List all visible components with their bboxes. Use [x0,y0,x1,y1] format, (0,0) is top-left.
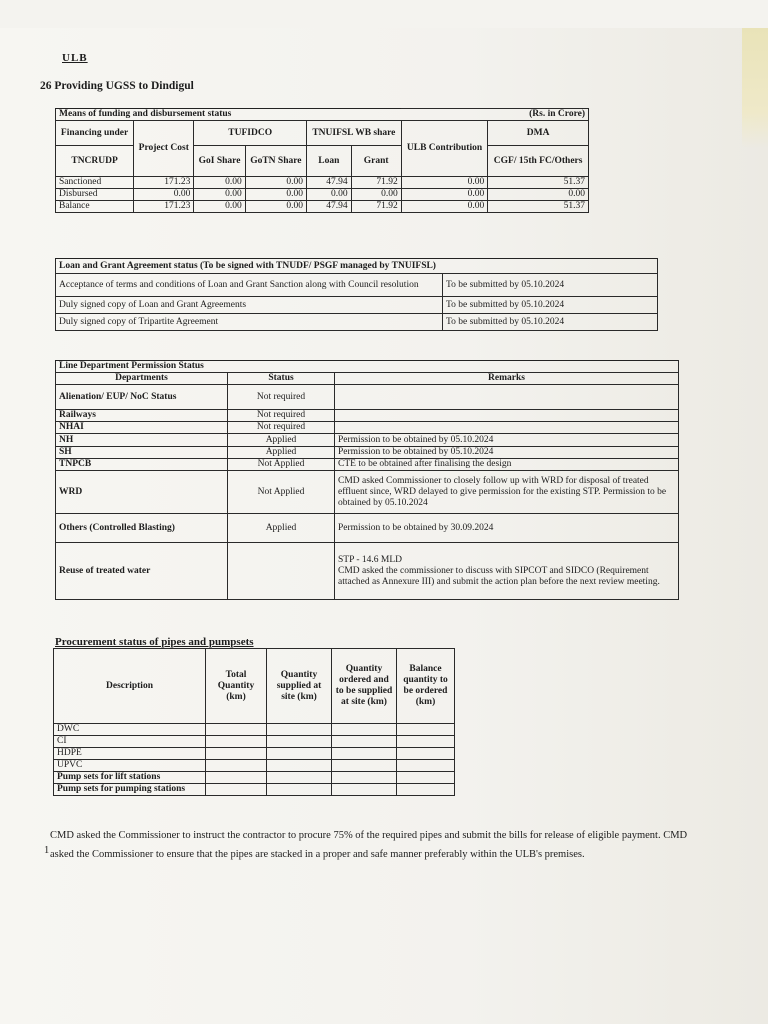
permission-remarks: CMD asked Commissioner to closely follow up with WRD for disposal of treated effluent since, WRD delayed to give permission for the existing STP. Permission to be obtained by 05.10.2024 [335,471,679,514]
cell-value: 0.00 [245,201,306,213]
section-heading: 26 Providing UGSS to Dindigul [40,80,194,92]
table-row [56,514,679,543]
table-row [54,760,455,772]
row-label: Disbursed [56,189,134,201]
cgf-header: CGF/ 15th FC/Others [488,146,589,177]
permission-status [228,543,335,600]
item-name: HDPE [54,748,206,760]
department-name: Reuse of treated water [56,543,228,600]
table-row [56,422,679,434]
project-cost-header: Project Cost [134,121,194,177]
permission-remarks [335,385,679,410]
department-name: Alienation/ EUP/ NoC Status [56,385,228,410]
permission-remarks: Permission to be obtained by 30.09.2024 [335,514,679,543]
cell-value: 0.00 [194,177,245,189]
cell-value: 0.00 [245,189,306,201]
table-row [56,189,589,201]
table-row [56,177,589,189]
loan-header: Loan [307,146,352,177]
agreement-status: To be submitted by 05.10.2024 [443,297,658,314]
cell-value: 0.00 [401,189,488,201]
financing-under-header: Financing under [56,121,134,146]
table-row [56,434,679,447]
ulb-label: ULB [62,52,88,64]
cell-value: 71.92 [351,201,401,213]
permission-status: Not required [228,422,335,434]
cell-value: 0.00 [351,189,401,201]
permission-remarks [335,422,679,434]
cell-value: 171.23 [134,177,194,189]
department-name: Others (Controlled Blasting) [56,514,228,543]
permission-caption: Line Department Permission Status [56,361,679,373]
department-name: NHAI [56,422,228,434]
item-name: DWC [54,724,206,736]
item-name: UPVC [54,760,206,772]
remarks-title: STP - 14.6 MLD [338,554,403,565]
permission-remarks [335,410,679,422]
grant-header: Grant [351,146,401,177]
cell-value: 0.00 [401,201,488,213]
permission-status: Not required [228,410,335,422]
table-row [56,314,658,331]
funding-table [55,108,589,213]
table-row [56,410,679,422]
agreement-status: To be submitted by 05.10.2024 [443,274,658,297]
table-row [56,471,679,514]
page-edge-shadow [742,28,768,148]
review-note: CMD asked the Commissioner to instruct the contractor to procure 75% of the required pipes and submit the bills for release of eligible payment. CMD asked the Commissioner to ensure that the pipes are stacked in a proper and safe manner preferably within the ULB's premises. [50,830,688,860]
departments-header: Departments [56,373,228,385]
cell-value: 51.37 [488,177,589,189]
table-row [56,201,589,213]
permission-status: Applied [228,447,335,459]
tufidco-header: TUFIDCO [194,121,307,146]
permission-status: Not required [228,385,335,410]
tnuifsl-header: TNUIFSL WB share [307,121,402,146]
permission-remarks: Permission to be obtained by 05.10.2024 [335,434,679,447]
department-name: WRD [56,471,228,514]
item-name: Pump sets for lift stations [54,772,206,784]
row-label: Balance [56,201,134,213]
description-header: Description [54,649,206,724]
goi-share-header: GoI Share [194,146,245,177]
department-name: TNPCB [56,459,228,471]
procurement-caption: Procurement status of pipes and pumpsets [55,636,254,648]
permission-remarks: CTE to be obtained after finalising the design [335,459,679,471]
table-row [54,736,455,748]
table-row [56,447,679,459]
tncrudp-header: TNCRUDP [56,146,134,177]
procurement-table [53,648,455,796]
table-row [56,297,658,314]
table-row [56,543,679,600]
table-row [56,385,679,410]
funding-unit: (Rs. in Crore) [401,109,588,121]
cell-value: 0.00 [488,189,589,201]
dma-header: DMA [488,121,589,146]
permission-status: Not Applied [228,459,335,471]
agreement-item: Duly signed copy of Loan and Grant Agreements [56,297,443,314]
agreement-item: Duly signed copy of Tripartite Agreement [56,314,443,331]
table-row [56,274,658,297]
funding-caption: Means of funding and disbursement status [56,109,402,121]
table-row [54,784,455,796]
permission-status: Applied [228,434,335,447]
balance-quantity-header: Balance quantity to be ordered (km) [397,649,455,724]
cell-value: 0.00 [307,189,352,201]
table-row [54,772,455,784]
cell-value: 47.94 [307,201,352,213]
cell-value: 171.23 [134,201,194,213]
quantity-supplied-header: Quantity supplied at site (km) [267,649,332,724]
margin-mark: 1 [44,845,50,856]
permission-status: Applied [228,514,335,543]
cell-value: 51.37 [488,201,589,213]
table-row [56,459,679,471]
item-name: CI [54,736,206,748]
permission-remarks: Permission to be obtained by 05.10.2024 [335,447,679,459]
cell-value: 0.00 [134,189,194,201]
cell-value: 47.94 [307,177,352,189]
total-quantity-header: Total Quantity (km) [206,649,267,724]
gotn-share-header: GoTN Share [245,146,306,177]
remarks-text: CMD asked the commissioner to discuss with SIPCOT and SIDCO (Requirement attached as Annexure III) and submit the action plan before the next review meeting. [338,565,660,587]
quantity-ordered-header: Quantity ordered and to be supplied at site (km) [332,649,397,724]
ulb-contribution-header: ULB Contribution [401,121,488,177]
permission-table [55,360,679,600]
agreement-item: Acceptance of terms and conditions of Loan and Grant Sanction along with Council resolution [56,274,443,297]
cell-value: 0.00 [401,177,488,189]
permission-status: Not Applied [228,471,335,514]
agreement-status: To be submitted by 05.10.2024 [443,314,658,331]
table-row [54,748,455,760]
cell-value: 71.92 [351,177,401,189]
permission-remarks [335,543,679,600]
row-label: Sanctioned [56,177,134,189]
department-name: SH [56,447,228,459]
cell-value: 0.00 [194,189,245,201]
agreement-table [55,258,658,331]
cell-value: 0.00 [245,177,306,189]
department-name: Railways [56,410,228,422]
status-header: Status [228,373,335,385]
item-name: Pump sets for pumping stations [54,784,206,796]
remarks-header: Remarks [335,373,679,385]
cell-value: 0.00 [194,201,245,213]
agreement-caption: Loan and Grant Agreement status (To be signed with TNUDF/ PSGF managed by TNUIFSL) [56,259,658,274]
table-row [54,724,455,736]
department-name: NH [56,434,228,447]
